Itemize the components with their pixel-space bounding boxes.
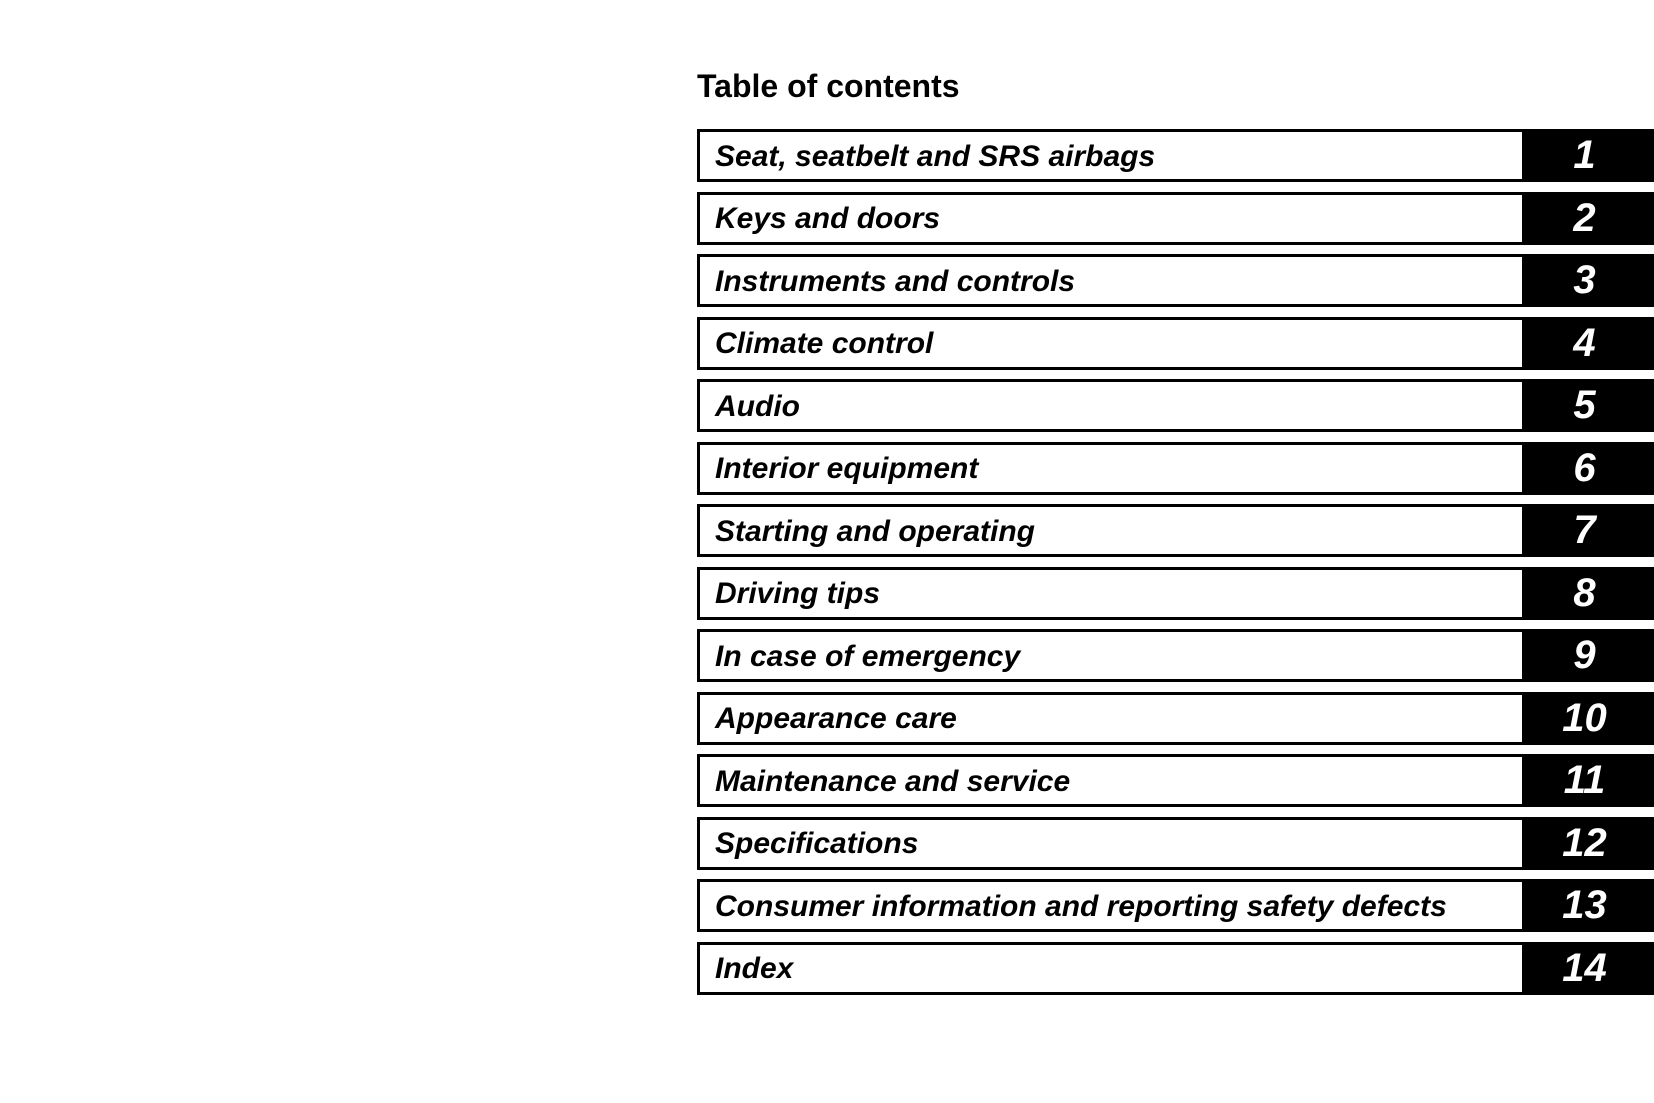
chapter-title: Seat, seatbelt and SRS airbags	[715, 139, 1156, 173]
chapter-title: Appearance care	[715, 702, 957, 735]
chapter-number: 4	[1525, 317, 1654, 370]
chapter-title: In case of emergency	[715, 639, 1021, 673]
chapter-title: Interior equipment	[715, 452, 979, 485]
chapter-box	[697, 504, 1525, 557]
chapter-number: 6	[1525, 442, 1654, 495]
toc-row	[697, 254, 1654, 307]
chapter-number: 3	[1525, 254, 1654, 307]
toc-row	[697, 692, 1654, 745]
chapter-box	[697, 192, 1525, 245]
chapter-box	[697, 629, 1525, 682]
chapter-number: 5	[1525, 379, 1654, 432]
toc-row	[697, 192, 1654, 245]
toc-row	[697, 817, 1654, 870]
chapter-number: 10	[1525, 692, 1654, 745]
chapter-box	[697, 317, 1525, 370]
toc-row	[697, 879, 1654, 932]
chapter-number: 9	[1525, 629, 1654, 682]
toc-row	[697, 317, 1654, 370]
chapter-title: Specifications	[715, 827, 919, 860]
toc-row	[697, 129, 1654, 182]
chapter-box	[697, 129, 1525, 182]
chapter-title: Audio	[715, 389, 800, 423]
chapter-number: 2	[1525, 192, 1654, 245]
toc-row	[697, 942, 1654, 995]
chapter-box	[697, 879, 1525, 932]
chapter-title: Climate control	[715, 327, 934, 360]
chapter-box	[697, 567, 1525, 620]
chapter-box	[697, 692, 1525, 745]
toc-row	[697, 567, 1654, 620]
chapter-box	[697, 379, 1525, 432]
chapter-title: Maintenance and service	[715, 764, 1071, 798]
chapter-box	[697, 817, 1525, 870]
chapter-box	[697, 942, 1525, 995]
chapter-number: 7	[1525, 504, 1654, 557]
chapter-number: 12	[1525, 817, 1654, 870]
table-of-contents	[697, 129, 1654, 995]
toc-row	[697, 504, 1654, 557]
chapter-title: Keys and doors	[715, 202, 941, 235]
chapter-box	[697, 442, 1525, 495]
chapter-title: Instruments and controls	[715, 264, 1076, 298]
chapter-number: 11	[1525, 754, 1654, 807]
toc-row	[697, 379, 1654, 432]
chapter-number: 8	[1525, 567, 1654, 620]
chapter-number: 13	[1525, 879, 1654, 932]
page-title: Table of contents	[697, 68, 960, 104]
chapter-title: Consumer information and reporting safety defects	[715, 889, 1447, 923]
chapter-number: 14	[1525, 942, 1654, 995]
chapter-title: Index	[715, 952, 794, 985]
toc-row	[697, 442, 1654, 495]
chapter-title: Driving tips	[715, 577, 881, 610]
chapter-title: Starting and operating	[715, 514, 1036, 548]
toc-row	[697, 754, 1654, 807]
chapter-number: 1	[1525, 129, 1654, 182]
toc-row	[697, 629, 1654, 682]
chapter-box	[697, 254, 1525, 307]
chapter-box	[697, 754, 1525, 807]
